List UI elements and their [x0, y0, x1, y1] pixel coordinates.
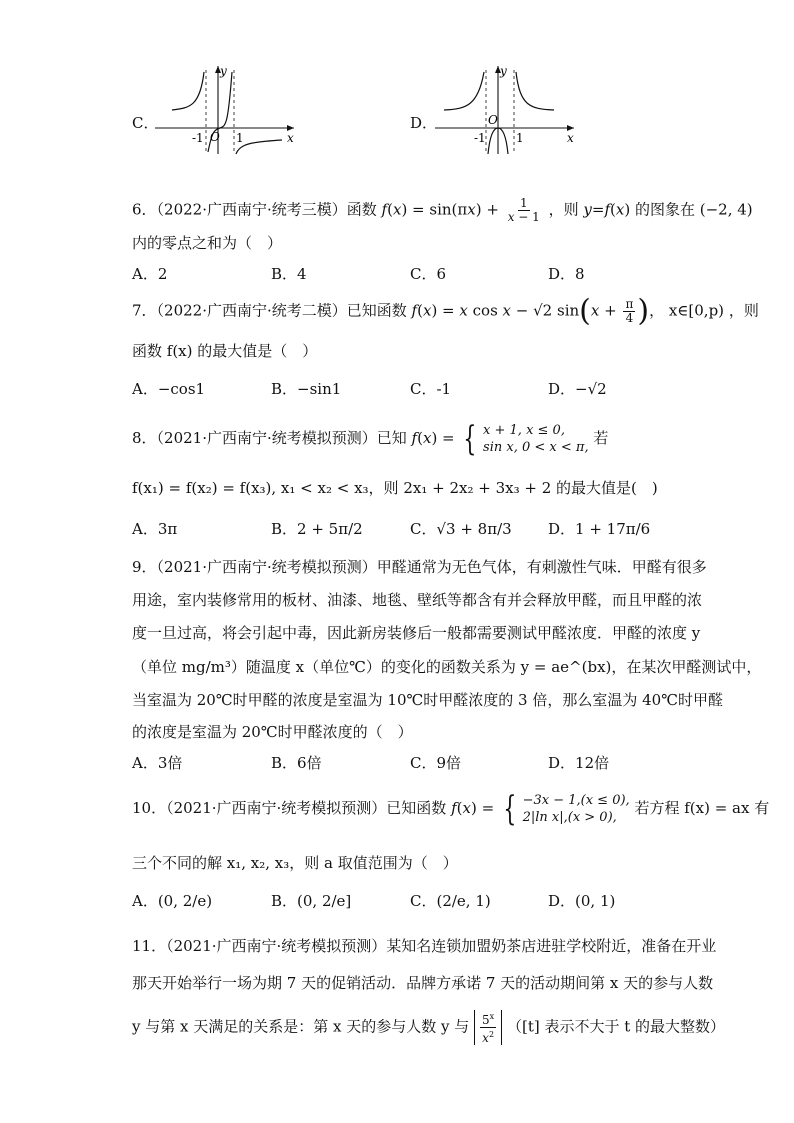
q9-line4: （单位 mg/m³）随温度 x（单位℃）的变化的函数关系为 y = ae^(bx)，在某次甲醛测试中，: [132, 658, 762, 676]
svg-text:y: y: [500, 64, 507, 78]
q11-line3: y 与第 x 天满足的关系是：第 x 天的参与人数 y 与 $\frac{5^x}{x^2}$ （[t] 表示不大于 t 的最大整数）: [132, 1012, 726, 1045]
q6-option-d: D．8: [548, 265, 585, 283]
q10-line2: 三个不同的解 x₁, x₂, x₃，则 a 取值范围为（ ）: [132, 854, 458, 872]
q7-line2: 函数 f(x) 的最大值是（ ）: [132, 342, 318, 360]
q8-option-d: D．1 + 17π/6: [548, 520, 651, 538]
origin-label: O: [210, 130, 220, 144]
tick-label-neg1: -1: [192, 131, 204, 145]
q8-option-a: A．3π: [132, 520, 178, 538]
q8-line2: f(x₁) = f(x₂) = f(x₃), x₁ < x₂ < x₃，则 2x₁ + 2x₂ + 3x₃ + 2 的最大值是( ): [132, 479, 658, 497]
q10-option-b: B．(0, 2/e]: [271, 892, 352, 910]
svg-text:x: x: [567, 131, 574, 145]
q7-option-c: C．-1: [410, 380, 452, 398]
q6-line1: 6．（2022·广西南宁·统考三模）函数 f(x) = sin(πx) + $\frac{1}{x - 1}$ ，则 y=f(x) 的图象在 (−2, 4): [132, 196, 753, 224]
q9-line1: 9．（2021·广西南宁·统考模拟预测）甲醛通常为无色气体，有刺激性气味．甲醛有很多: [132, 558, 707, 576]
option-c-label: C．: [132, 114, 159, 132]
graph-option-d: [430, 62, 580, 161]
y-axis-label: y: [220, 64, 227, 78]
q6-option-c: C．6: [410, 265, 447, 283]
q9-line2: 用途，室内装修常用的板材、油漆、地毯、壁纸等都含有并会释放甲醛，而且甲醛的浓: [132, 591, 703, 609]
q7-option-a: A．−cos1: [132, 380, 206, 398]
q10-option-c: C．(2/e, 1): [410, 892, 491, 910]
q10-option-a: A．(0, 2/e): [132, 892, 213, 910]
q9-line3: 度一旦过高，将会引起中毒，因此新房装修后一般都需要测试甲醛浓度．甲醛的浓度 y: [132, 624, 701, 642]
q9-option-b: B．6倍: [271, 754, 322, 772]
q9-line6: 的浓度是室温为 20℃时甲醛浓度的（ ）: [132, 723, 413, 741]
q8-option-c: C．√3 + 8π/3: [410, 520, 512, 538]
q7-option-d: D．−√2: [548, 380, 607, 398]
q11-line1: 11．（2021·广西南宁·统考模拟预测）某知名连锁加盟奶茶店进驻学校附近，准备在开业: [132, 937, 717, 955]
q10-option-d: D．(0, 1): [548, 892, 616, 910]
option-d-label: D．: [410, 114, 438, 132]
graph-option-c: [150, 62, 300, 161]
q6-option-b: B．4: [271, 265, 307, 283]
tick-label-pos1: 1: [236, 131, 244, 145]
svg-text:1: 1: [516, 131, 524, 145]
x-axis-label: x: [287, 131, 294, 145]
q6-option-a: A．2: [132, 265, 168, 283]
svg-text:-1: -1: [474, 131, 486, 145]
q10-line1: 10．（2021·广西南宁·统考模拟预测）已知函数 f(x) = { −3x − 1,(x ≤ 0), 2|ln x|,(x > 0), 若方程 f(x) = ax 有: [132, 789, 770, 829]
svg-text:O: O: [488, 113, 498, 127]
q7-option-b: B．−sin1: [271, 380, 342, 398]
q7-line1: 7．（2022·广西南宁·统考二模）已知函数 f(x) = x cos x − √2 sin(x + $\frac{\pi}{4}$ )， x∈[0,p) ，则: [132, 293, 759, 329]
q6-line2: 内的零点之和为（ ）: [132, 234, 283, 252]
q9-line5: 当室温为 20℃时甲醛的浓度是室温为 10℃时甲醛浓度的 3 倍，那么室温为 40℃时甲醛: [132, 691, 723, 709]
q8-line1: 8．（2021·广西南宁·统考模拟预测）已知 f(x) = { x + 1, x ≤ 0, sin x, 0 < x < π, 若: [132, 419, 609, 459]
q9-option-d: D．12倍: [548, 754, 610, 772]
q9-option-a: A．3倍: [132, 754, 183, 772]
q11-line2: 那天开始举行一场为期 7 天的促销活动．品牌方承诺 7 天的活动期间第 x 天的参与人数: [132, 974, 714, 992]
q9-option-c: C．9倍: [410, 754, 462, 772]
q8-option-b: B．2 + 5π/2: [271, 520, 363, 538]
